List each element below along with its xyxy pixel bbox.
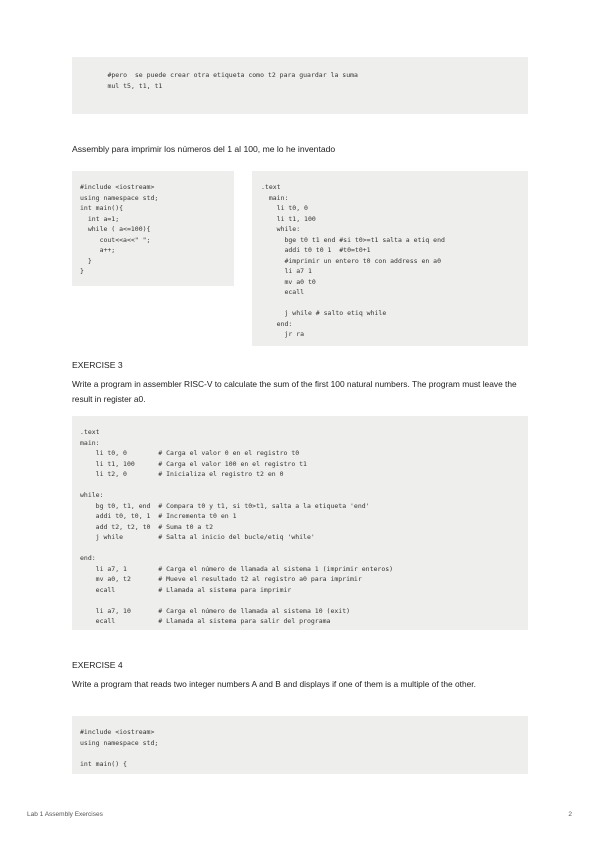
section-intro: Assembly para imprimir los números del 1 al 100, me lo he inventado	[72, 144, 336, 154]
exercise4-heading: EXERCISE 4	[72, 660, 123, 670]
code-block-exercise4: #include <iostream> using namespace std; int main() {	[72, 716, 528, 774]
code-block-asm-loop: .text main: li t0, 0 li t1, 100 while: bge t0 t1 end #si t0>=t1 salta a etiq end addi t0 t0 1 #t0=t0+1 #imprimir un entero t0 con address en a0 li a7 1 mv a0 t0 ecall j while # salto etiq while end: jr ra	[252, 171, 528, 346]
page-number: 2	[568, 811, 572, 818]
exercise3-heading: EXERCISE 3	[72, 360, 123, 370]
code-block-exercise3: .text main: li t0, 0 # Carga el valor 0 en el registro t0 li t1, 100 # Carga el valor 100 en el registro t1 li t2, 0 # Inicializa el registro t2 en 0 while: bg t0, t1, end # Compara t0 y t1, si t0>t1, salta a la etiqueta 'end' addi t0, t0, 1 # Incrementa t0 en 1 add t2, t2, t0 # Suma t0 a t2 j while # Salta al inicio del bucle/etiq 'while' end: li a7, 1 # Carga el número de llamada al sistema 1 (imprimir enteros) mv a0, t2 # Mueve el resultado t2 al registro a0 para imprimir ecall # Llamada al sistema para imprimir li a7, 10 # Carga el número de llamada al sistema 10 (exit) ecall # Llamada al sistema para salir del programa	[72, 416, 528, 630]
code-block-top: #pero se puede crear otra etiqueta como t2 para guardar la suma mul t5, t1, t1	[72, 57, 528, 114]
code-block-cpp-loop: #include <iostream> using namespace std; int main(){ int a=1; while ( a<=100){ cout<<a<<" "; a++; } }	[72, 171, 234, 286]
footer-title: Lab 1 Assembly Exercises	[27, 811, 103, 818]
exercise4-description: Write a program that reads two integer numbers A and B and displays if one of them is a multiple of the other.	[72, 679, 476, 689]
exercise3-description: Write a program in assembler RISC-V to calculate the sum of the first 100 natural numbers. The program must leave the result in register a0.	[72, 379, 517, 404]
